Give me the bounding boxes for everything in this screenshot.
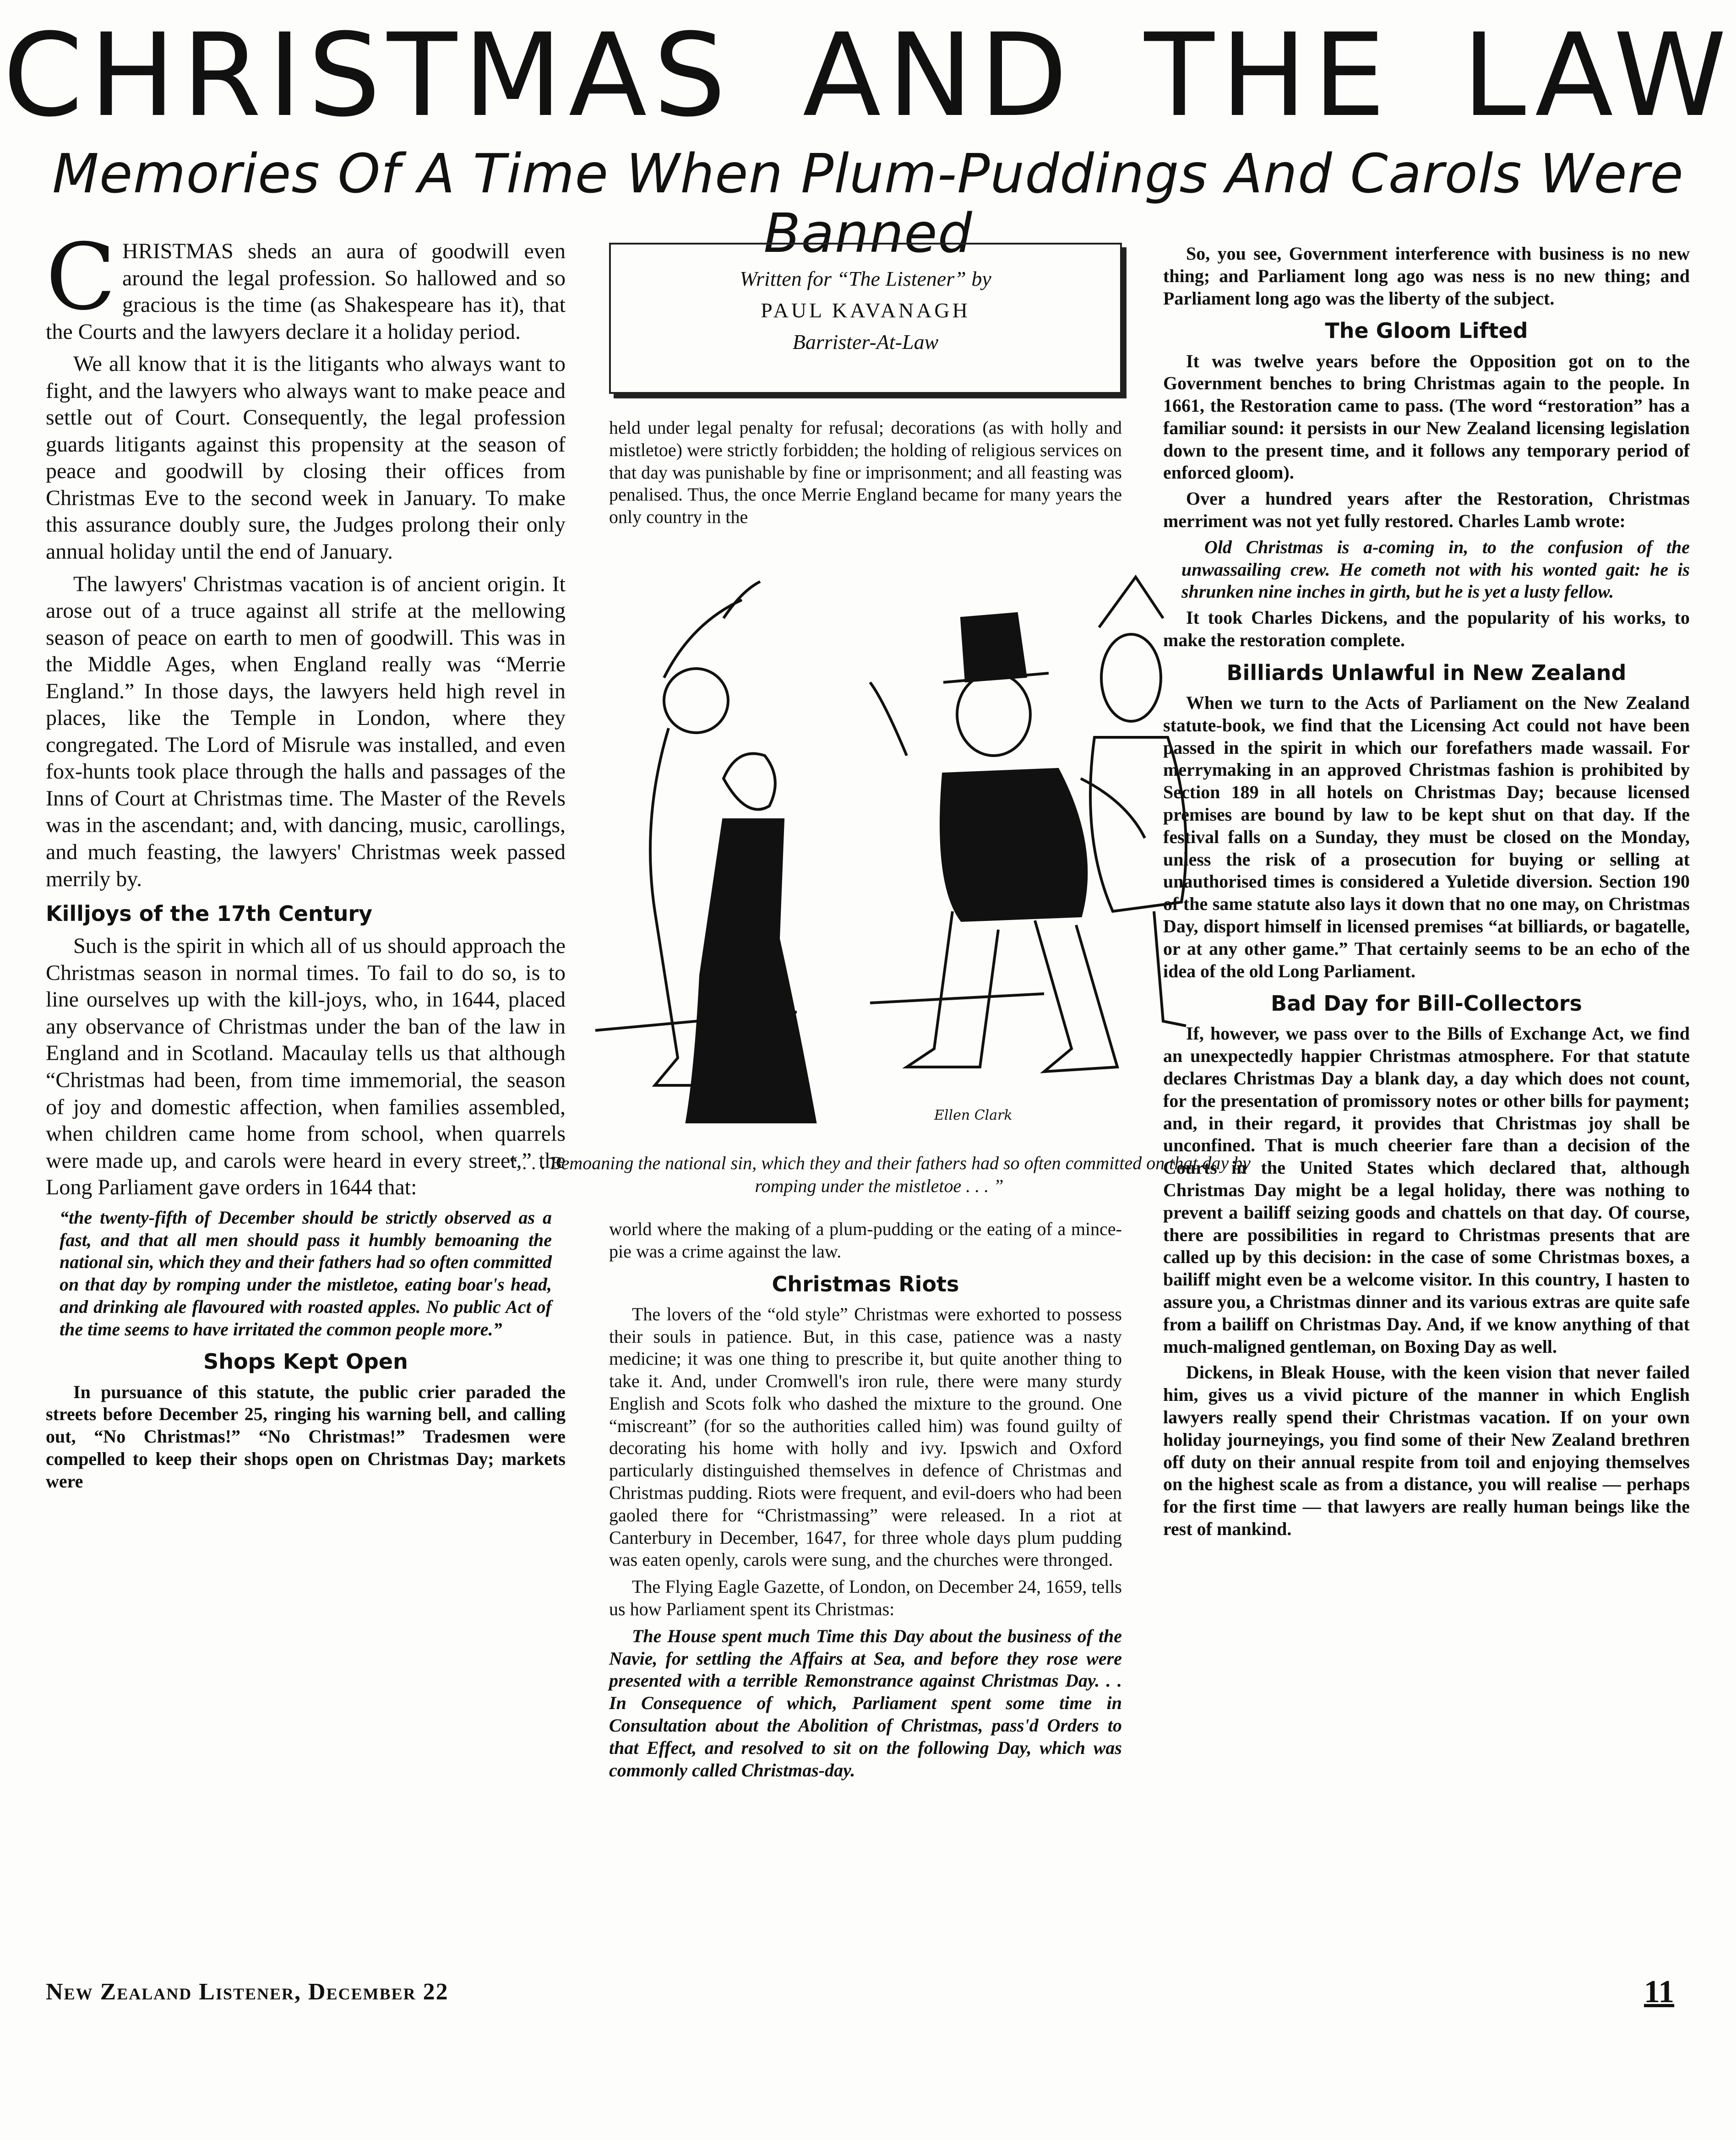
- col2-para-2: world where the making of a plum-pudding or the eating of a mince-pie was a crime against the law.: [609, 1219, 1122, 1262]
- section-heading-billiards: Billiards Unlawful in New Zealand: [1226, 660, 1627, 685]
- puritan-man-figure: [870, 614, 1145, 1072]
- footer-publication: New Zealand Listener, December 22: [46, 1979, 449, 2005]
- subheadline: Memories Of A Time When Plum-Puddings And Carols Were Banned: [52, 142, 1684, 265]
- col1-para-4: Such is the spirit in which all of us should approach the Christmas season in normal times. To fail to do so, is to line ourselves up with the kill-joys, who, in 1644, placed any observance of Christmas under the ban of the law in England and in Scotland. Macaulay tells us that although “Christmas had been, from time immemorial, the season of joy and domestic affection, when families assembled, when children came home from school, when quarrels were made up, and carols were heard in every street,” the Long Parliament gave orders in 1644 that:: [46, 934, 566, 1200]
- col3-para-7: Dickens, in Bleak House, with the keen vision that never failed him, gives us a vivid picture of the manner in which English lawyers really spend their Christmas vacation. If on your own holiday journeyings, you find some of their New Zealand brethren off duty on their annual respite from toil and enjoying themselves on the highest scale as from a distance, you will realise — perhaps for the first time — that lawyers are really human beings like the rest of mankind.: [1163, 1362, 1690, 1539]
- section-heading-shops: Shops Kept Open: [203, 1349, 408, 1374]
- woman-figure: [687, 754, 815, 1122]
- column-3: [1163, 243, 1690, 1544]
- column-2-bottom: [609, 1218, 1122, 1786]
- col3-para-4: It took Charles Dickens, and the popularity of his works, to make the restoration complete.: [1163, 607, 1690, 651]
- column-2-top: [609, 417, 1122, 533]
- col3-para-3: Over a hundred years after the Restoration, Christmas merriment was not yet fully restored. Charles Lamb wrote:: [1163, 488, 1690, 532]
- byline-box: [609, 243, 1122, 394]
- cartoon-illustration: [586, 563, 1246, 1149]
- col2-para-3: The lovers of the “old style” Christmas were exhorted to possess their souls in patience. But, in this case, patience was a nasty medicine; it was one thing to prescribe it, but quite another thing to take it. And, under Cromwell's iron rule, there were many sturdy English and Scots folk who dashed the mixture to the ground. One “miscreant” (for so the authorities called him) was found guilty of decorating his home with holly and ivy. Ipswich and Oxford particularly distinguished themselves in defence of Christmas and Christmas pudding. Riots were frequent, and evil-doers who had been gaoled there for “Christmassing” were released. In a riot at Canterbury in December, 1647, for three whole days plum pudding was eaten openly, carols were sung, and the churches were thronged.: [609, 1303, 1122, 1570]
- col1-quote: “the twenty-fifth of December should be strictly observed as a fast, and that all men should pass it humbly bemoaning the national sin, which they and their fathers had so often committed on that day by romping under the mistletoe, eating boar's head, and drinking ale flavoured with roasted apples. No public Act of the time seems to have irritated the common people more.”: [60, 1207, 552, 1340]
- column-1: [46, 224, 566, 1498]
- drop-cap: C: [46, 224, 116, 331]
- col3-para-2: It was twelve years before the Opposition got on to the Government benches to bring Christmas again to the people. In 1661, the Restoration came to pass. (The word “restoration” has a familiar sound: it persists in our New Zealand licensing legislation down to the present time, and it follows any temporary period of enforced gloom).: [1163, 350, 1690, 483]
- illustration-signature: Ellen Clark: [934, 1107, 1012, 1123]
- col3-para-1: So, you see, Government interference with business is no new thing; and Parliament long ago was ness is no new thing; and Parliament long ago was the liberty of the subject.: [1163, 243, 1690, 309]
- col1-para-2: We all know that it is the litigants who always want to fight, and the lawyers who always want to make peace and settle out of Court. Consequently, the legal profession guards litigants against this propensity at the season of peace and goodwill by closing their offices from Christmas Eve to the second week in January. To make this assurance doubly sure, the Judges prolong their only annual holiday until the end of January.: [46, 352, 566, 564]
- col2-para-4: The Flying Eagle Gazette, of London, on December 24, 1659, tells us how Parliament spent its Christmas:: [609, 1576, 1122, 1620]
- col1-para-3: The lawyers' Christmas vacation is of ancient origin. It arose out of a truce against all strife at the mellowing season of peace on earth to men of goodwill. This was in the Middle Ages, when England really was “Merrie England.” In those days, the lawyers held high revel in places, like the Temple in London, where they congregated. The Lord of Misrule was installed, and even fox-hunts took place through the halls and passages of the Inns of Court at Christmas time. The Master of the Revels was in the ascendant; and, with dancing, music, carollings, and much feasting, the lawyers' Christmas week passed merrily by.: [46, 572, 566, 891]
- col3-para-6: If, however, we pass over to the Bills of Exchange Act, we find an unexpectedly happier Christmas atmosphere. For that statute declares Christmas Day a blank day, a day which does not count, for the presentation of promissory notes or other bills for payment; and, in their regard, it provides that Christmas joy shall be unconfined. That is much cheerier fare than a decision of the Courts in the United States which declared that, although Christmas Day might be a legal holiday, there was nothing to prevent a bailiff seizing goods and chattels on that day. Of course, there are possibilities in regard to Christmas presents that are called up by this decision: in the case of some Christmas boxes, a bailiff might even be a welcome visitor. In this country, I hasten to assure you, a Christmas dinner and its various extras are quite safe from a bailiff on Christmas Day. And, if we know anything of that much-maligned gentleman, on Boxing Day as well.: [1163, 1023, 1690, 1357]
- illustration-caption: “ . . . Bemoaning the national sin, which they and their fathers had so often committed on that day by romping under the mistletoe . . . ”: [507, 1153, 1251, 1196]
- col3-para-5: When we turn to the Acts of Parliament on the New Zealand statute-book, we find that the Licensing Act could not have been passed in the spirit in which our forefathers made wassail. For merrymaking in an approved Christmas fashion is prohibited by Section 189 in all hotels on Christmas Day; because licensed premises are bound by law to be kept shut on that day. If the festival falls on a Sunday, they must be closed on the Monday, unless the risk of a prosecution for buying or selling at unauthorised times is considered a Yuletide diversion. Section 190 of the same statute also lays it down that no one may, on Christmas Day, disport himself in licensed premises “at billiards, or bagatelle, or at any other game.” That certainly seems to be an echo of the idea of the old Long Parliament.: [1163, 692, 1690, 981]
- byline-author: PAUL KAVANAGH: [761, 299, 970, 322]
- floor-line-2: [870, 994, 1044, 1003]
- section-heading-killjoys: Killjoys of the 17th Century: [46, 901, 373, 926]
- headline: CHRISTMAS AND THE LAW: [3, 9, 1733, 142]
- col3-quote: Old Christmas is a-coming in, to the confusion of the unwassailing crew. He cometh not with his wonted gait: he is shrunken nine inches in girth, but he is yet a lusty fellow.: [1181, 536, 1690, 602]
- byline-written-for: Written for “The Listener” by: [740, 267, 991, 290]
- page-number: 11: [1644, 1974, 1675, 2009]
- section-heading-gloom: The Gloom Lifted: [1325, 318, 1528, 343]
- col2-para-1: held under legal penalty for refusal; decorations (as with holly and mistletoe) were strictly forbidden; the holding of religious services on that day was punishable by fine or imprisonment; and all feasting was penalised. Thus, the once Merrie England became for many years the only country in the: [609, 417, 1122, 528]
- col2-quote: The House spent much Time this Day about the business of the Navie, for settling the Affairs at Sea, and before they rose were presented with a terrible Remonstrance against Christmas Day. . . In Consequence of which, Parliament spent some time in Consultation about the Abolition of Christmas, pass'd Orders to that Effect, and resolved to sit on the following Day, which was commonly called Christmas-day.: [609, 1625, 1122, 1781]
- section-heading-riots: Christmas Riots: [772, 1271, 959, 1296]
- section-heading-bill-collectors: Bad Day for Bill-Collectors: [1271, 991, 1582, 1016]
- col1-para-5: In pursuance of this statute, the public crier paraded the streets before December 25, ringing his warning bell, and calling out, “No Christmas!” “No Christmas!” Tradesmen were compelled to keep their shops open on Christmas Day; markets were: [46, 1381, 566, 1492]
- col1-para-1: CHRISTMAS sheds an aura of goodwill even around the legal profession. So hallowed and so gracious is the time (as Shakespeare has it), that the Courts and the lawyers declare it a holiday period.: [46, 224, 566, 344]
- byline-title: Barrister-At-Law: [792, 330, 939, 354]
